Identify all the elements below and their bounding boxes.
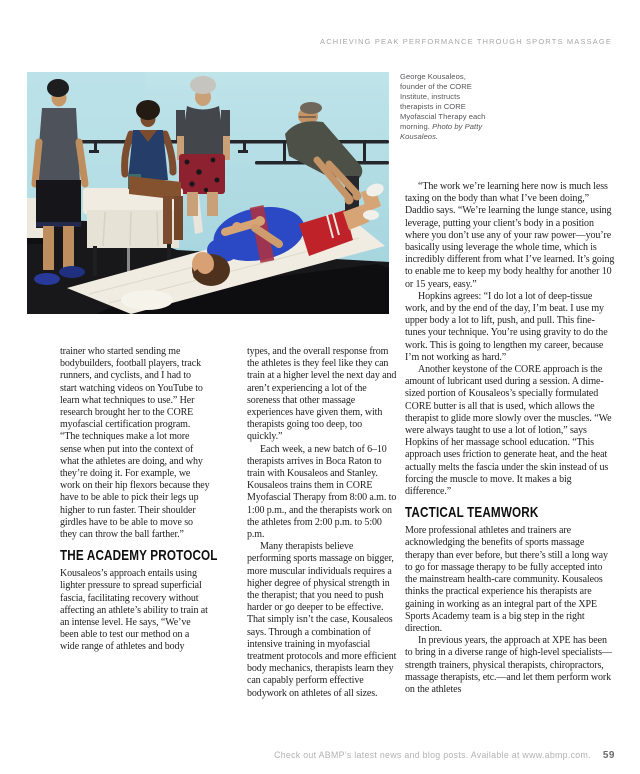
caption-credit: Photo by Patty Kousaleos. bbox=[400, 122, 483, 141]
section-heading-academy-protocol: THE ACADEMY PROTOCOL bbox=[60, 547, 218, 565]
body-paragraph: Each week, a new batch of 6–10 therapists arrives in Boca Raton to train with Kousaleos and Stanley. Kousaleos trains them in CORE Myofascial Therapy from 8:00 a.m. to 1:00 p.m., and the therapists work on the athletes from 2:00 p.m. to 5:00 p.m. bbox=[247, 443, 397, 541]
body-paragraph: In previous years, the approach at XPE has been to bring in a diverse range of high-level specialists—strength trainers, physical therapists, chiropractors, massage therapists, etc.—and let them perform work on the athletes bbox=[405, 635, 612, 695]
left-column bbox=[60, 346, 218, 654]
photo-caption bbox=[400, 72, 486, 142]
caption-text: George Kousaleos, founder of the CORE Institute, instructs therapists in CORE Myofascial Therapy each morning. bbox=[400, 72, 486, 131]
body-paragraph: Hopkins agrees: “I do lot a lot of deep-tissue work, and by the end of the day, I’m beat. I use my upper body a lot to lift, push, and pull. This fine-tunes your technique. You’re using gravity to do the work. This is going to lengthen my career, because I’m not working as hard.” bbox=[405, 290, 608, 363]
body-paragraph: types, and the overall response from the athletes is they feel like they can train at a higher level the next day and aren’t experiencing a lot of the soreness that other massage experiences have given them, with therapists going too deep, too quickly.” bbox=[247, 346, 397, 443]
page-number: 59 bbox=[602, 750, 615, 761]
middle-column bbox=[247, 346, 397, 700]
body-paragraph: “The work we’re learning here now is much less taxing on the body than what I’ve been doing,” Daddio says. “We’re learning the lunge stance, using leverage, putting your client’s body in a position where you don’t use any of your raw power—you’re basically using leverage the whole time, which is incredibly different from what I’ve learned. It’s going to enable me to keep my body healthy for another 10 or 15 years, easy.” bbox=[405, 181, 615, 290]
article-photo bbox=[27, 72, 389, 314]
footer-note: Check out ABMP’s latest news and blog posts. Available at www.abmp.com. bbox=[274, 750, 591, 760]
running-header: ACHIEVING PEAK PERFORMANCE THROUGH SPORTS MASSAGE bbox=[320, 37, 612, 46]
body-paragraph: More professional athletes and trainers are acknowledging the benefits of sports massage therapy than ever before, but there’s still a long way to go for massage therapy to be fully accepted into the mainstream health-care community. Kousaleos thinks the practical experience his therapists are gaining in working as an integral part of the XPE Sports Academy team is a big step in the right direction. bbox=[405, 525, 608, 634]
body-paragraph: Many therapists believe performing sports massage on bigger, more muscular individuals requires a higher degree of physical strength in the therapist; that you need to push harder or go deeper to be effective. That simply isn’t the case, Kousaleos says. Through a combination of intensive training in myofascial treatment protocols and more efficient body mechanics, therapists learn they can capably perform effective bodywork on athletes of all sizes. bbox=[247, 541, 397, 699]
section-heading-tactical-teamwork: TACTICAL TEAMWORK bbox=[405, 504, 539, 522]
page-footer bbox=[0, 745, 615, 763]
body-paragraph: Another keystone of the CORE approach is the amount of lubricant used during a session. A dime-sized portion of Kousaleos’s specially formulated CORE butter is all that is used, which allows the therapist to glide more slowly over the muscles. “We were always taught to use a lot of lotion,” says Hopkins of her massage school education. “This approach uses friction to generate heat, and the heat actually melts the fascia under the skin instead of us forcing the muscle to move. It makes a big difference.” bbox=[405, 364, 612, 498]
massage-training-scene bbox=[27, 72, 389, 314]
body-paragraph: Kousaleos’s approach entails using lighter pressure to spread superficial fascia, facilitating recovery without affecting an athlete’s ability to train at an intense level. He says, “We’ve been able to test our method on a wide range of athletes and body bbox=[60, 568, 208, 653]
right-column bbox=[405, 181, 615, 696]
body-paragraph: trainer who started sending me bodybuilders, football players, track runners, and cyclists, and I had to start watching videos on YouTube to learn what techniques to use.” Her research brought her to the CORE myofascial certification program. “The techniques make a lot more sense when put into the context of what the athletes are doing, and why they’re doing it. For example, we work on their hip flexors because they have to be able to pick their legs up higher to run faster. Their shoulder girdles have to be able to move so they can throw the ball farther.” bbox=[60, 346, 210, 541]
